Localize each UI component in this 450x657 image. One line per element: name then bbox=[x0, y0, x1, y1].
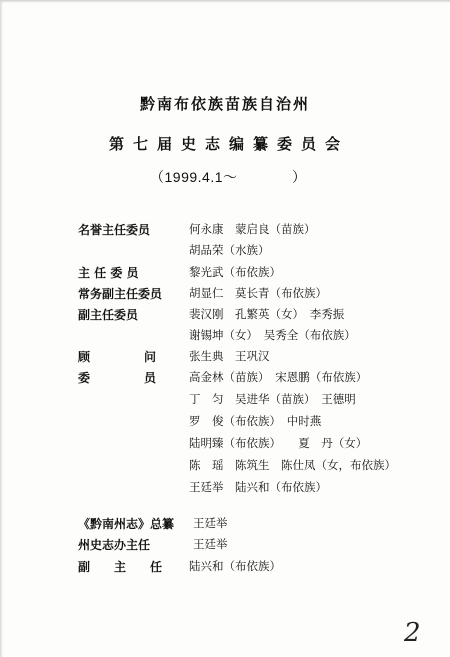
label-executive-vice-chair: 常务副主任委员 bbox=[78, 287, 163, 301]
label-advisor bbox=[78, 348, 156, 365]
label-advisor-char-1: 顾 bbox=[78, 350, 91, 364]
label-advisor-char-2: 问 bbox=[143, 350, 156, 364]
label-members-char-1: 委 bbox=[78, 371, 91, 385]
name-chief-editor: 王廷举 bbox=[193, 516, 228, 530]
names-members-line-4: 陆明臻（布依族） 夏 丹（女） bbox=[189, 436, 368, 450]
label-chief-editor: 《黔南州志》总纂 bbox=[78, 517, 175, 531]
names-vice-chair-line-1: 裴汉刚 孔繁英（女） 李秀振 bbox=[189, 307, 345, 321]
label-office-director: 州史志办主任 bbox=[78, 538, 151, 552]
label-members bbox=[78, 369, 156, 386]
names-members-line-2: 丁 匀 吴进华（苗族） 王德明 bbox=[189, 392, 356, 406]
names-members-line-5: 陈 瑶 陈筑生 陈仕凤（女，布依族） bbox=[189, 458, 396, 472]
term-date-start: （1999.4.1～ bbox=[150, 169, 238, 185]
scan-edge-top bbox=[0, 0, 450, 3]
title-line-2: 第七届史志编纂委员会 bbox=[108, 135, 349, 153]
names-honorary-chair-line-2: 胡品荣（水族） bbox=[189, 243, 270, 257]
name-deputy-director: 陆兴和（布依族） bbox=[189, 559, 281, 573]
page-number: 2 bbox=[404, 618, 421, 648]
label-honorary-chair: 名誉主任委员 bbox=[78, 223, 151, 237]
names-chair: 黎光武（布依族） bbox=[189, 265, 281, 279]
label-members-char-2: 员 bbox=[143, 371, 156, 385]
names-vice-chair-line-2: 谢锡坤（女） 吴秀全（布依族） bbox=[189, 328, 356, 342]
names-members-line-1: 高金林（苗族） 宋恩鹏（布依族） bbox=[189, 370, 368, 384]
names-members-line-6: 王廷举 陆兴和（布依族） bbox=[189, 480, 327, 494]
title-line-1: 黔南布依族苗族自治州 bbox=[139, 95, 310, 113]
names-members-line-3: 罗 俊（布依族） 中时燕 bbox=[189, 414, 322, 428]
label-deputy-director: 副 主 任 bbox=[78, 560, 163, 574]
names-honorary-chair-line-1: 何永康 蒙启良（苗族） bbox=[189, 222, 316, 236]
label-vice-chair: 副主任委员 bbox=[78, 308, 139, 322]
names-advisor: 张生典 王巩汉 bbox=[189, 349, 270, 363]
label-chair: 主 任 委 员 bbox=[78, 266, 139, 280]
name-office-director: 王廷举 bbox=[193, 537, 228, 551]
term-date-end: ） bbox=[292, 169, 306, 185]
names-executive-vice-chair: 胡显仁 莫长青（布依族） bbox=[189, 286, 327, 300]
